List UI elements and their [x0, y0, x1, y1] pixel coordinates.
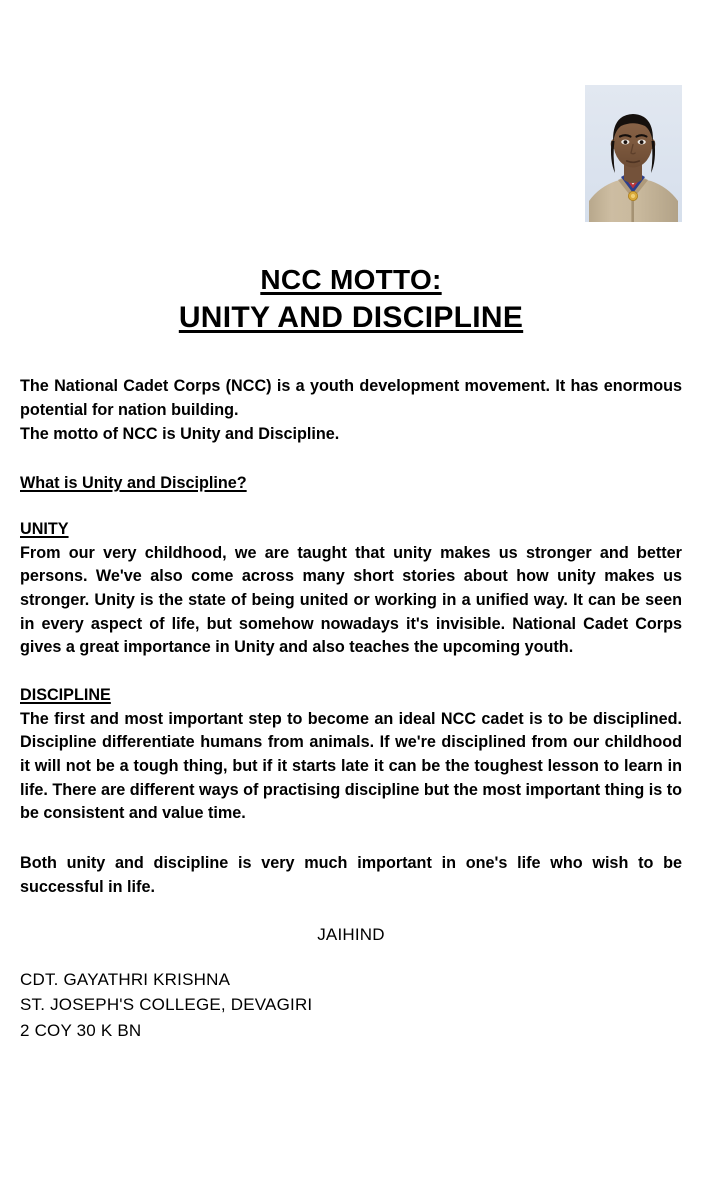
intro-paragraph-1: The National Cadet Corps (NCC) is a youth development movement. It has enormous potential for nation building.	[20, 377, 682, 420]
spacer-before-unity	[20, 496, 682, 518]
signature-block	[20, 967, 682, 1042]
spacer-before-discipline	[20, 660, 682, 684]
section-body-discipline: The first and most important step to become an ideal NCC cadet is to be disciplined. Discipline differentiate humans from animals. If we're disciplined from our childhood it will not be a tough thing, but if it starts late it can be the toughest lesson to learn in life. There are different ways of practising discipline but the most important thing is to be consistent and value time.	[20, 709, 682, 823]
signature-name: CDT. GAYATHRI KRISHNA	[20, 970, 231, 990]
spacer-before-question	[20, 446, 682, 472]
section-heading-unity: UNITY	[20, 520, 69, 539]
signature-unit: 2 COY 30 K BN	[20, 1020, 142, 1040]
spacer-before-signature	[20, 945, 682, 967]
section-body-unity: From our very childhood, we are taught that unity makes us stronger and better persons. We've also come across many short stories about how unity makes us stronger. Unity is the state of being united or working in a unified way. It can be seen in every aspect of life, but somehow nowadays it's invisible. National Cadet Corps gives a great importance in Unity and also teaches the upcoming youth.	[20, 543, 682, 657]
spacer-after-title	[20, 337, 682, 375]
title-line-2: UNITY AND DISCIPLINE	[178, 301, 524, 335]
title-line-1: NCC MOTTO:	[260, 264, 442, 295]
signature-institution: ST. JOSEPH'S COLLEGE, DEVAGIRI	[20, 995, 313, 1015]
spacer-before-conclusion	[20, 826, 682, 852]
conclusion-paragraph: Both unity and discipline is very much important in one's life who wish to be successful in life.	[20, 853, 682, 896]
document-body	[20, 0, 682, 1043]
intro-paragraph-2: The motto of NCC is Unity and Discipline.	[20, 424, 340, 443]
spacer-before-salutation	[20, 899, 682, 925]
salutation: JAIHIND	[317, 925, 385, 945]
document-title	[20, 262, 682, 337]
section-heading-discipline: DISCIPLINE	[20, 685, 111, 704]
question-heading: What is Unity and Discipline?	[20, 474, 247, 493]
